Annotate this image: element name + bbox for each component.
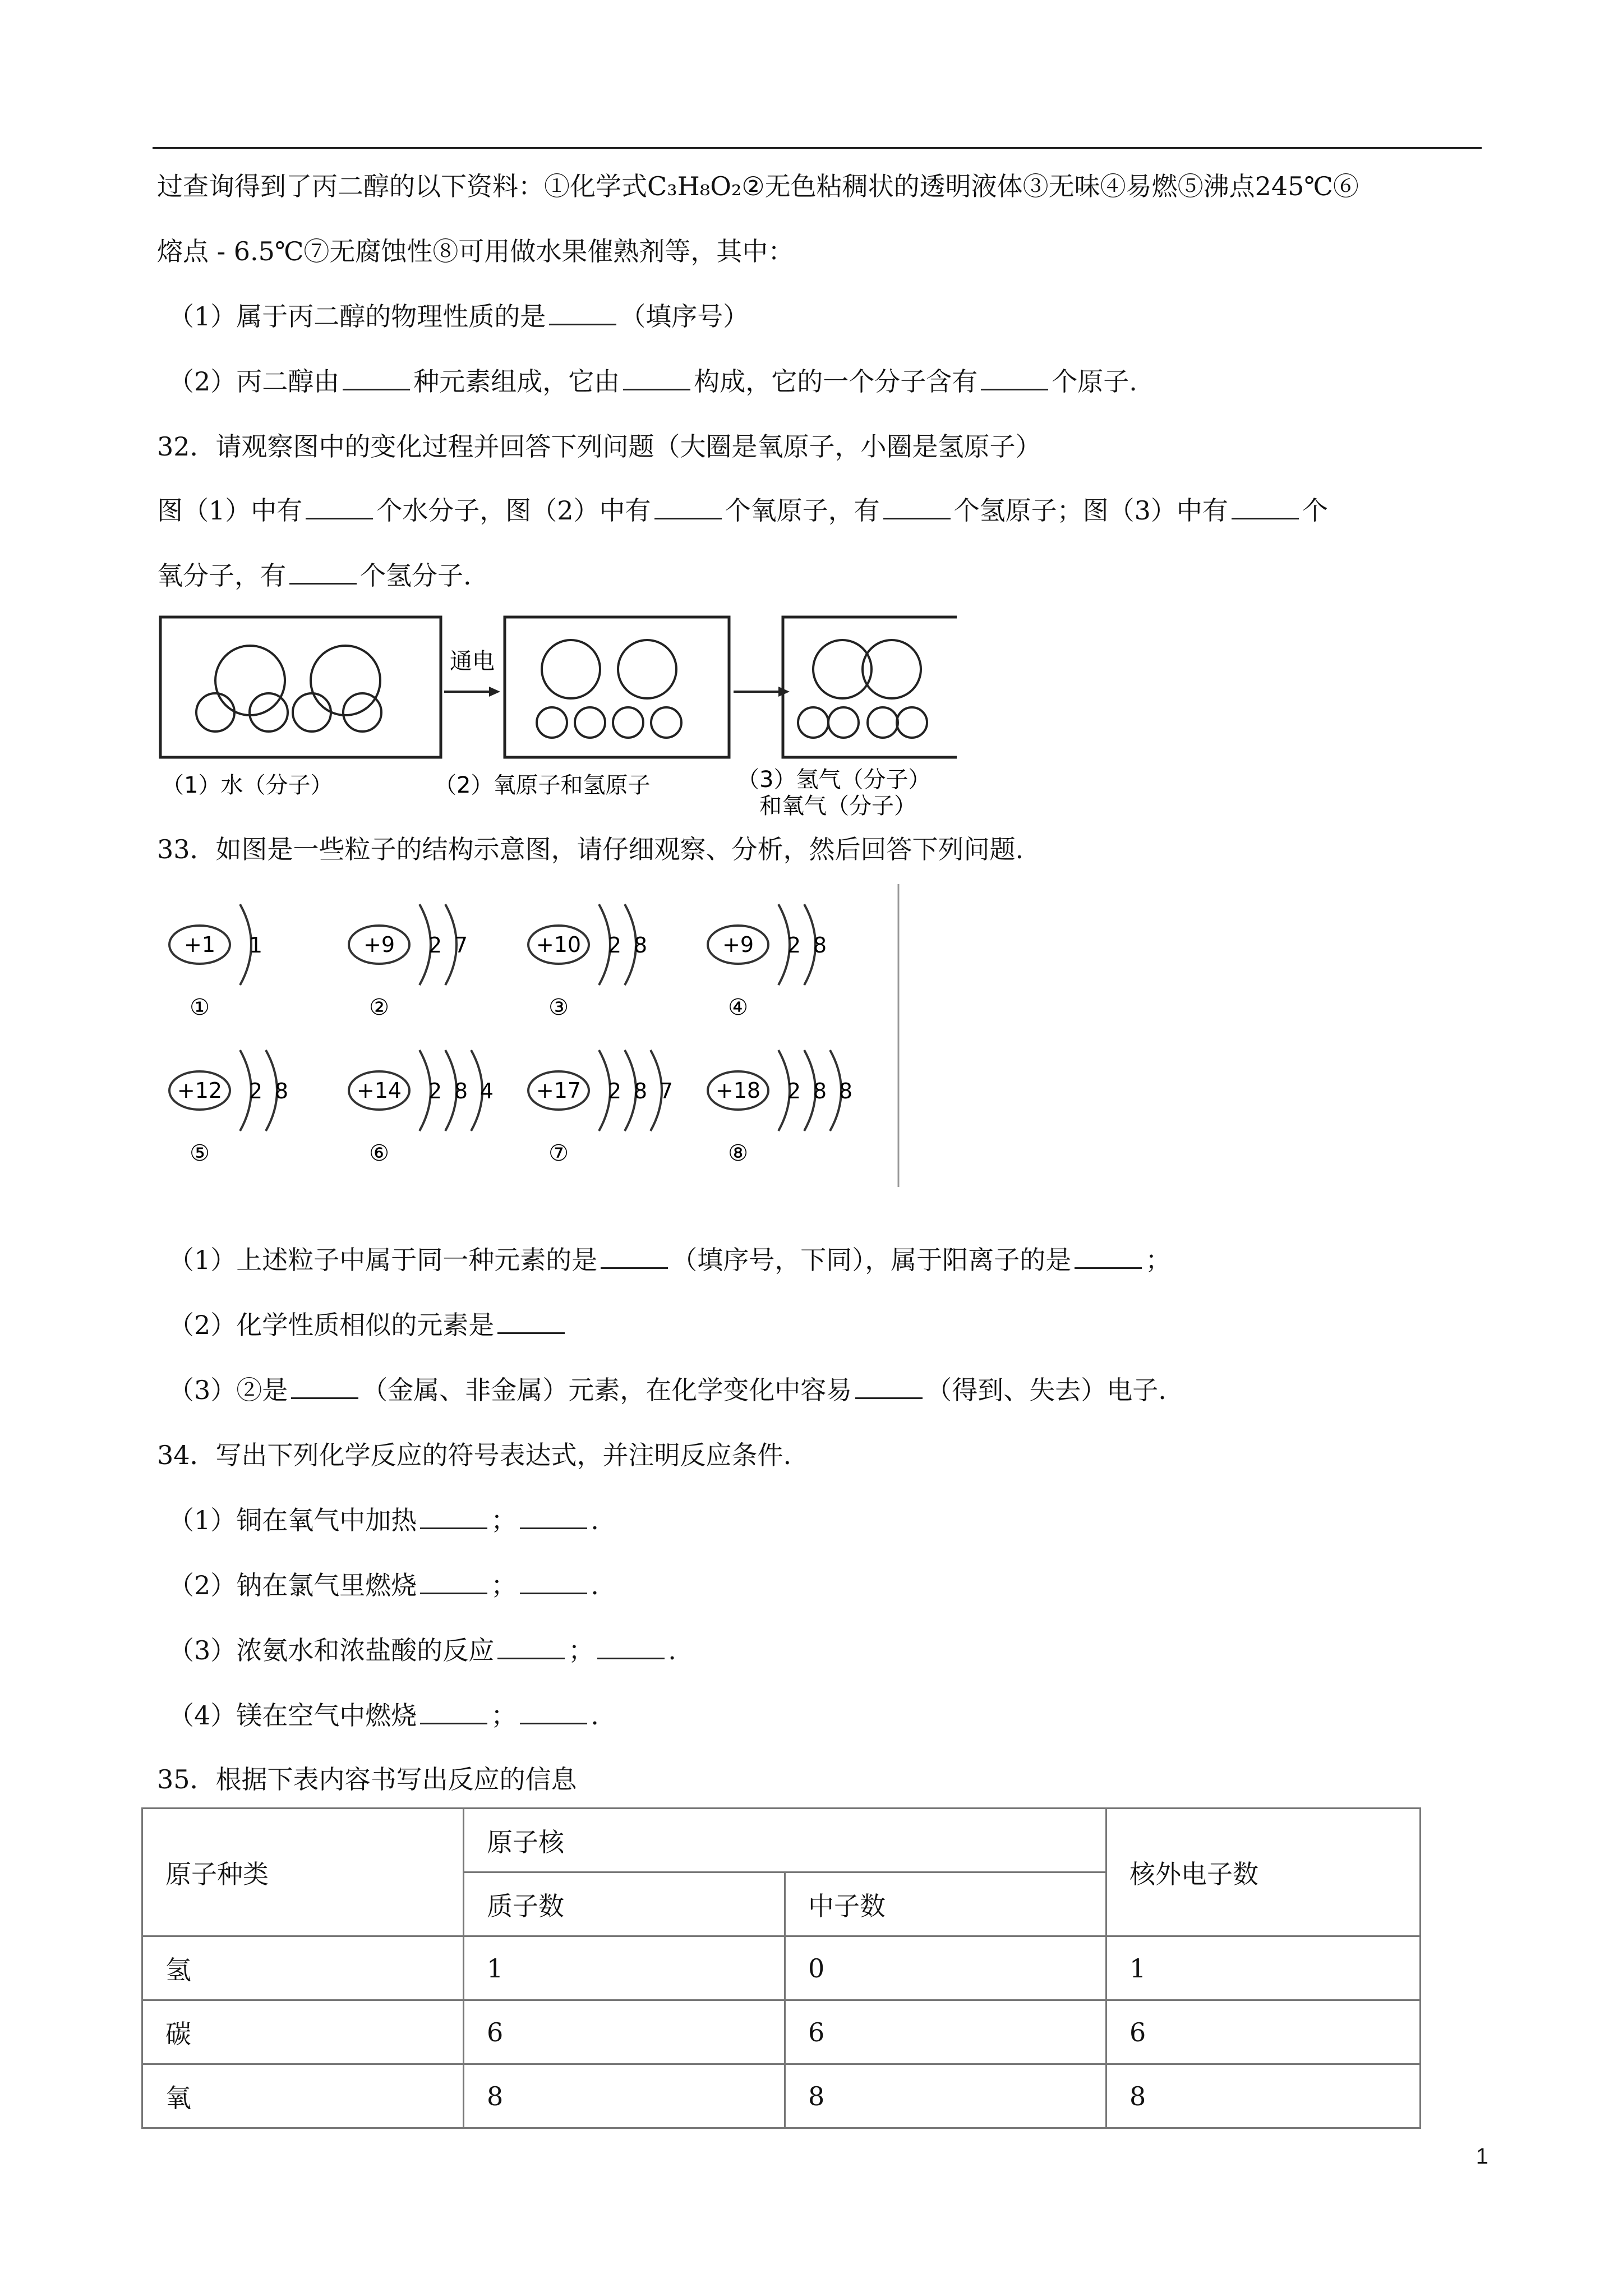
shell-electron-count: 8 (813, 933, 827, 958)
answer-blank[interactable] (883, 495, 951, 519)
particle-diagram (349, 904, 468, 1020)
answer-blank[interactable] (549, 301, 616, 325)
table-row: 碳 6 6 6 (142, 2000, 1421, 2064)
q31-part-2: （2）丙二醇由 种元素组成，它由 构成，它的一个分子含有 个原子. (168, 366, 1137, 397)
electrolysis-figure (154, 610, 957, 822)
q34-item-2: （2）钠在氯气里燃烧 ； . (168, 1570, 599, 1600)
nucleus-charge: +9 (363, 932, 395, 957)
particle-label: ⑦ (548, 1140, 569, 1166)
nucleus-charge: +18 (715, 1078, 761, 1103)
q32-title: 32．请观察图中的变化过程并回答下列问题（大圈是氧原子，小圈是氢原子） (157, 431, 1041, 462)
caption-3a: （3）氢气（分子） (737, 767, 931, 793)
answer-blank[interactable] (601, 1245, 668, 1269)
shell-electron-count: 2 (248, 1079, 263, 1103)
q34-item-4: （4）镁在空气中燃烧 ； . (168, 1700, 599, 1731)
shell-electron-count: 2 (428, 933, 442, 958)
nucleus-charge: +12 (177, 1078, 223, 1103)
header-nucleus: 原子核 (464, 1809, 1106, 1872)
page-number: 1 (1476, 2144, 1488, 2169)
shell-electron-count: 8 (838, 1079, 853, 1103)
shell-electron-count: 2 (607, 1079, 622, 1103)
caption-2: （2）氧原子和氢原子 (434, 772, 651, 798)
answer-blank[interactable] (1075, 1245, 1142, 1269)
water-molecule-box (160, 617, 441, 757)
q33-part-3: （3）②是 （金属、非金属）元素，在化学变化中容易 （得到、失去）电子. (168, 1375, 1166, 1405)
caption-3b: 和氧气（分子） (759, 793, 916, 819)
header-protons: 质子数 (464, 1872, 785, 1936)
answer-blank[interactable] (289, 560, 357, 585)
shell-electron-count: 8 (813, 1079, 827, 1103)
q33-part-2: （2）化学性质相似的元素是 (168, 1308, 568, 1342)
answer-blank[interactable] (497, 1310, 565, 1334)
particle-diagram (349, 1050, 494, 1166)
particle-diagram (169, 904, 262, 1020)
particle-label: ⑧ (728, 1140, 748, 1166)
particle-structure-figure (155, 884, 901, 1187)
q31-line-2: 熔点 - 6.5℃⑦无腐蚀性⑧可用做水果催熟剂等，其中： (157, 236, 794, 266)
shell-electron-count: 8 (633, 933, 648, 958)
answer-blank[interactable] (597, 1635, 665, 1659)
answer-blank[interactable] (1232, 495, 1299, 519)
answer-blank[interactable] (981, 366, 1048, 390)
shell-electron-count: 7 (454, 933, 468, 958)
q32-line-1: 图（1）中有 个水分子，图（2）中有 个氧原子，有 个氢原子；图（3）中有 个 (157, 495, 1328, 526)
particle-diagram (708, 904, 827, 1020)
answer-blank[interactable] (291, 1375, 358, 1399)
atom-info-table (141, 1807, 1421, 2129)
q34-item-1: （1）铜在氧气中加热 ； . (168, 1505, 599, 1535)
table-row: 氢 1 0 1 (142, 1936, 1421, 2000)
answer-blank[interactable] (520, 1570, 587, 1594)
caption-1: （1）水（分子） (162, 772, 333, 798)
answer-blank[interactable] (420, 1570, 487, 1594)
shell-electron-count: 2 (787, 1079, 801, 1103)
shell-electron-count: 7 (659, 1079, 674, 1103)
shell-electron-count: 8 (274, 1079, 289, 1103)
q34-title: 34．写出下列化学反应的符号表达式，并注明反应条件. (157, 1440, 792, 1470)
answer-blank[interactable] (855, 1375, 923, 1399)
q31-line-1: 过查询得到了丙二醇的以下资料：①化学式C₃H₈O₂②无色粘稠状的透明液体③无味④易燃⑤沸点245℃⑥ (157, 171, 1359, 201)
particle-label: ⑤ (190, 1140, 210, 1166)
arrow-1-label: 通电 (450, 648, 495, 674)
shell-electron-count: 8 (633, 1079, 648, 1103)
atoms-box (505, 617, 729, 757)
header-electrons: 核外电子数 (1106, 1809, 1421, 1936)
molecules (798, 640, 927, 738)
particle-label: ③ (548, 995, 569, 1020)
nucleus-charge: +14 (356, 1078, 402, 1103)
answer-blank[interactable] (623, 366, 690, 390)
answer-blank[interactable] (420, 1505, 487, 1529)
q33-title: 33．如图是一些粒子的结构示意图，请仔细观察、分析，然后回答下列问题. (157, 834, 1024, 864)
particle-label: ② (369, 995, 389, 1020)
atoms (537, 640, 681, 738)
q31-part-1: （1）属于丙二醇的物理性质的是 （填序号） (168, 301, 749, 332)
particle-diagram (528, 1050, 673, 1166)
particle-label: ⑥ (369, 1140, 389, 1166)
shell-electron-count: 2 (787, 933, 801, 958)
shell-electron-count: 8 (454, 1079, 468, 1103)
shell-electron-count: 4 (479, 1079, 494, 1103)
q32-line-2: 氧分子，有 个氢分子. (157, 560, 472, 591)
shell-electron-count: 2 (428, 1079, 442, 1103)
nucleus-charge: +17 (536, 1078, 582, 1103)
q34-item-3: （3）浓氨水和浓盐酸的反应 ； . (168, 1635, 676, 1665)
header-atom-type: 原子种类 (142, 1809, 464, 1936)
particle-diagram (708, 1050, 852, 1166)
answer-blank[interactable] (420, 1700, 487, 1724)
particle-diagram (169, 1050, 288, 1166)
q35-title: 35．根据下表内容书写出反应的信息 (157, 1764, 577, 1795)
water-molecules (196, 646, 381, 731)
answer-blank[interactable] (654, 495, 722, 519)
table-row: 氧 8 8 8 (142, 2064, 1421, 2128)
nucleus-charge: +1 (183, 932, 216, 957)
header-neutrons: 中子数 (785, 1872, 1106, 1936)
q33-part-1: （1）上述粒子中属于同一种元素的是 （填序号，下同），属于阳离子的是 ； (168, 1245, 1172, 1275)
nucleus-charge: +9 (722, 932, 754, 957)
particle-label: ④ (728, 995, 748, 1020)
header-rule (153, 147, 1482, 149)
shell-electron-count: 2 (607, 933, 622, 958)
answer-blank[interactable] (520, 1700, 587, 1724)
answer-blank[interactable] (520, 1505, 587, 1529)
shell-electron-count: 1 (248, 933, 263, 958)
nucleus-charge: +10 (536, 932, 582, 957)
particle-label: ① (190, 995, 210, 1020)
particle-diagram (528, 904, 647, 1020)
answer-blank[interactable] (497, 1635, 565, 1659)
answer-blank[interactable] (306, 495, 373, 519)
answer-blank[interactable] (343, 366, 410, 390)
